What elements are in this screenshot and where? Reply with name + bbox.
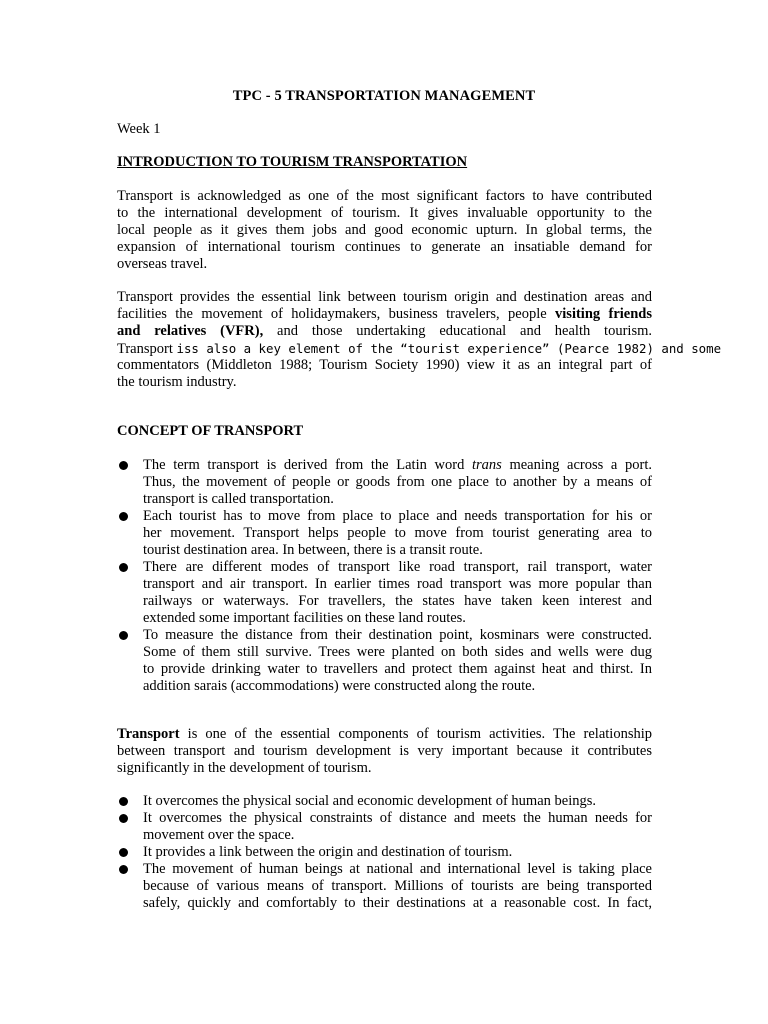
paragraph-line: commentators (Middleton 1988; Tourism Society 1990) view it as an integral part of	[117, 357, 652, 373]
bold-phrase: and relatives (VFR),	[117, 323, 264, 339]
list-item	[117, 559, 652, 627]
list-item	[117, 627, 652, 695]
italic-word: trans	[471, 457, 502, 473]
bold-phrase: visiting friends	[555, 306, 652, 322]
list-item-line: extended some important facilities on these land routes.	[143, 610, 466, 626]
list-item-line	[143, 457, 652, 474]
list-item-line: addition sarais (accommodations) were constructed along the route.	[143, 678, 536, 694]
list-item-line: safely, quickly and comfortably to their destinations at a reasonable cost. In fact,	[143, 895, 652, 911]
list-item	[117, 844, 652, 861]
list-item-line: To measure the distance from their destination point, kosminars were constructed.	[143, 627, 652, 643]
list-item-line: Thus, the movement of people or goods from one place to another by a means of	[143, 474, 652, 490]
list-item-line: to provide drinking water to travellers and protect them against heat and thirst. In	[143, 661, 652, 677]
list-item	[117, 810, 652, 844]
paragraph-line	[117, 726, 652, 743]
paragraph-line: to the international development of tourism. It gives invaluable opportunity to the	[117, 205, 652, 221]
paragraph-line	[117, 323, 652, 340]
list-text: meaning across a port.	[501, 457, 653, 473]
intro-heading: INTRODUCTION TO TOURISM TRANSPORTATION	[117, 154, 468, 170]
list-item	[117, 793, 652, 810]
list-item-line: railways or waterways. For travellers, the states have taken keen interest and	[143, 593, 652, 609]
bullet-icon	[119, 848, 128, 857]
bullet-icon	[119, 865, 128, 874]
list-item-line: Some of them still survive. Trees were planted on both sides and wells were dug	[143, 644, 652, 660]
list-item-line: transport and air transport. In earlier times road transport was more popular than	[143, 576, 652, 592]
transport-components-paragraph	[117, 726, 652, 777]
list-item-line: because of various means of transport. Millions of tourists are being transported	[143, 878, 652, 894]
list-item-line: her movement. Transport helps people to move from tourist generating area to	[143, 525, 652, 541]
list-item-line: It provides a link between the origin and destination of tourism.	[143, 844, 513, 860]
concept-heading: CONCEPT OF TRANSPORT	[117, 423, 304, 439]
list-item-line: movement over the space.	[143, 827, 295, 843]
list-text: The term transport is derived from the Latin word	[143, 457, 472, 473]
document-title: TPC - 5 TRANSPORTATION MANAGEMENT	[232, 88, 536, 104]
paragraph-line: local people as it gives them jobs and good economic upturn. In global terms, the	[117, 222, 652, 238]
list-item-line: It overcomes the physical social and economic development of human beings.	[143, 793, 596, 809]
paragraph-text: facilities the movement of holidaymakers, business travelers, people	[117, 306, 556, 322]
paragraph-line	[117, 340, 722, 357]
benefits-bullet-list	[117, 793, 652, 912]
list-item	[117, 508, 652, 559]
list-item-line: There are different modes of transport like road transport, rail transport, water	[143, 559, 652, 575]
paragraph-line: between transport and tourism development is very important because it contributes	[117, 743, 652, 759]
list-item-line: The movement of human beings at national and international level is taking place	[143, 861, 652, 877]
bullet-icon	[119, 563, 128, 572]
bullet-icon	[119, 631, 128, 640]
week-label: Week 1	[117, 121, 161, 137]
bullet-icon	[119, 797, 128, 806]
intro-paragraph	[117, 188, 652, 273]
list-item-line: tourist destination area. In between, there is a transit route.	[143, 542, 483, 558]
paragraph-text: Transport	[117, 341, 177, 357]
paragraph-line: the tourism industry.	[117, 374, 237, 390]
paragraph-text: is one of the essential components of tourism activities. The relationship	[179, 726, 652, 742]
list-item-line: transport is called transportation.	[143, 491, 334, 507]
list-item	[117, 861, 652, 912]
paragraph-line: expansion of international tourism continues to generate an insatiable demand for	[117, 239, 652, 255]
list-item-line: Each tourist has to move from place to place and needs transportation for his or	[143, 508, 652, 524]
bold-phrase: Transport	[117, 726, 180, 742]
list-item	[117, 457, 652, 508]
monospace-text: iss also a key element of the “tourist experience” (Pearce 1982) and some	[176, 341, 722, 356]
bullet-icon	[119, 461, 128, 470]
paragraph-line	[117, 306, 652, 323]
paragraph-line: overseas travel.	[117, 256, 208, 272]
paragraph-line: significantly in the development of tourism.	[117, 760, 372, 776]
concept-bullet-list	[117, 457, 652, 695]
paragraph-text: and those undertaking educational and health tourism.	[263, 323, 652, 339]
bullet-icon	[119, 814, 128, 823]
transport-link-paragraph	[117, 289, 722, 391]
paragraph-line: Transport is acknowledged as one of the most significant factors to have contributed	[117, 188, 652, 204]
paragraph-line: Transport provides the essential link between tourism origin and destination areas and	[117, 289, 652, 305]
list-item-line: It overcomes the physical constraints of distance and meets the human needs for	[143, 810, 652, 826]
bullet-icon	[119, 512, 128, 521]
